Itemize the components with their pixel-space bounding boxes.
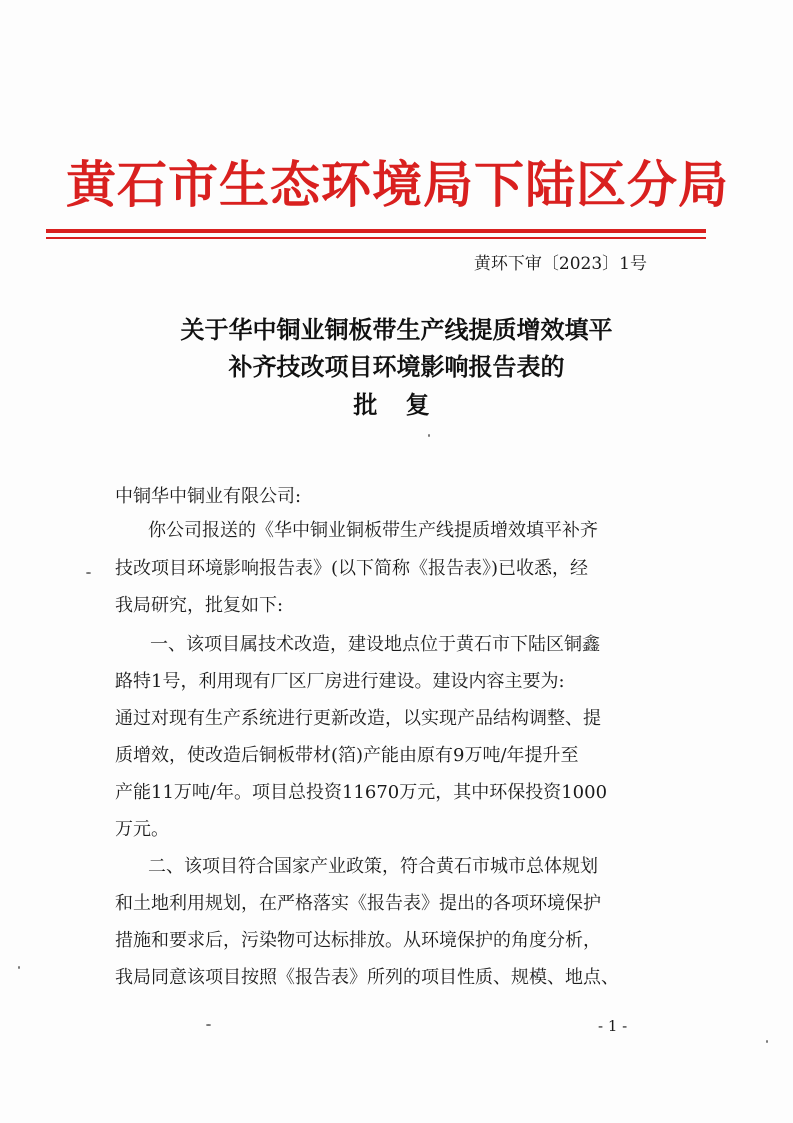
title-line-1: 关于华中铜业铜板带生产线提质增效填平 [180,315,613,344]
body-line-7: 质增效，使改造后铜板带材(箔)产能由原有9万吨/年提升至 [115,745,579,766]
masthead-thin-rule [46,237,706,239]
title-line-3: 批 复 [353,390,440,419]
agency-masthead: 黄石市生态环境局下陆区分局 [66,155,729,214]
body-line-10: 二、该项目符合国家产业政策，符合黄石市城市总体规划 [148,856,598,877]
masthead-thick-rule [46,229,706,233]
scan-speck [18,966,20,969]
body-line-2: 技改项目环境影响报告表》(以下简称《报告表》)已收悉，经 [115,558,589,579]
scan-speck [206,1024,211,1026]
body-line-6: 通过对现有生产系统进行更新改造，以实现产品结构调整、提 [115,708,601,729]
scan-speck [86,572,91,574]
title-line-2: 补齐技改项目环境影响报告表的 [228,352,565,381]
body-line-3: 我局研究，批复如下: [115,595,284,616]
body-line-4: 一、该项目属技术改造，建设地点位于黄石市下陆区铜鑫 [150,634,600,655]
body-line-11: 和土地利用规划，在严格落实《报告表》提出的各项环境保护 [115,893,601,914]
body-line-12: 措施和要求后，污染物可达标排放。从环境保护的角度分析， [115,930,601,951]
body-line-8: 产能11万吨/年。项目总投资11670万元，其中环保投资1000 [115,782,608,803]
body-line-1: 你公司报送的《华中铜业铜板带生产线提质增效填平补齐 [148,520,598,541]
document-number: 黄环下审〔2023〕1号 [473,254,647,274]
body-line-9: 万元。 [115,819,169,840]
addressee-line: 中铜华中铜业有限公司: [115,486,302,507]
scan-speck [428,434,430,437]
page-number: - 1 - [598,1017,628,1035]
body-line-5: 路特1号，利用现有厂区厂房进行建设。建设内容主要为: [115,671,565,692]
body-line-13: 我局同意该项目按照《报告表》所列的项目性质、规模、地点、 [115,967,619,988]
scan-speck [766,1040,768,1043]
